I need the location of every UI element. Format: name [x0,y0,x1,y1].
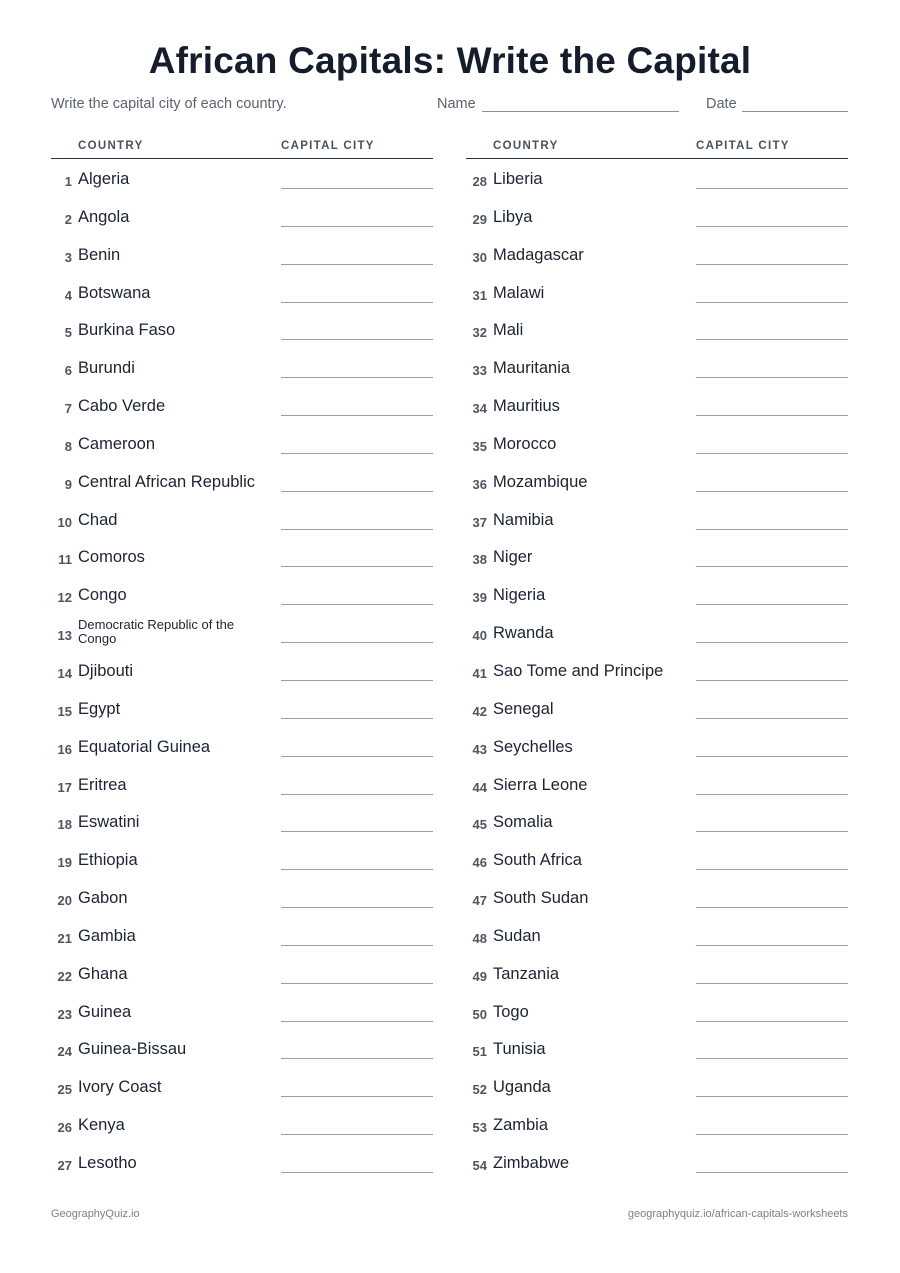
row-number: 26 [57,1120,72,1136]
capital-answer-line[interactable] [696,302,848,303]
country-name: Cabo Verde [78,397,166,416]
worksheet-row [466,765,848,803]
country-name: Liberia [493,170,543,188]
country-name: Mauritania [493,359,571,378]
country-name: Benin [78,245,121,264]
country-name: South Africa [493,851,582,870]
country-name: Ivory Coast [78,1078,162,1097]
capital-answer-line[interactable] [281,339,433,340]
row-number: 7 [64,401,72,417]
capital-answer-line[interactable] [281,794,433,795]
capital-answer-line[interactable] [281,453,433,454]
worksheet-row [466,689,848,727]
worksheet-row [51,689,433,727]
row-number: 16 [57,741,72,757]
worksheet-row [466,878,848,916]
left-column [51,138,433,1181]
country-name: Eritrea [78,775,127,794]
row-number: 45 [472,817,487,833]
row-number: 44 [472,779,487,795]
country-name: Sierra Leone [493,775,588,794]
country-name: Lesotho [78,1153,137,1172]
row-number: 1 [64,174,72,189]
page-title: African Capitals: Write the Capital [148,40,752,81]
row-number: 34 [472,401,487,417]
capital-answer-line[interactable] [696,377,848,378]
capital-answer-line[interactable] [281,529,433,530]
worksheet-row [51,1067,433,1105]
row-number: 49 [472,968,487,984]
column-header [466,138,848,159]
worksheet-row [51,1105,433,1143]
worksheet-row [466,424,848,462]
capital-answer-line[interactable] [696,869,848,870]
worksheet-row [466,462,848,500]
capital-answer-line[interactable] [696,718,848,719]
capital-answer-line[interactable] [696,756,848,757]
country-name: Comoros [78,548,145,567]
row-number: 23 [57,1006,72,1022]
instructions-text: Write the capital city of each country. [51,96,287,112]
capital-answer-line[interactable] [696,983,848,984]
country-name: Togo [493,1002,529,1021]
worksheet-row [466,348,848,386]
capital-answer-line[interactable] [281,377,433,378]
country-name: Mauritius [493,397,560,416]
country-name: Mali [493,321,524,340]
country-name: Gambia [78,926,136,945]
worksheet-row [466,1143,848,1181]
country-header: COUNTRY [78,140,144,152]
name-label: Name [437,96,476,112]
country-name: Guinea [78,1002,132,1021]
capital-answer-line[interactable] [281,415,433,416]
country-name: Tunisia [493,1040,546,1059]
worksheet-row [51,992,433,1030]
capital-answer-line[interactable] [281,188,433,189]
country-name: Zimbabwe [493,1153,570,1172]
capital-answer-line[interactable] [281,831,433,832]
row-number: 8 [64,438,72,454]
worksheet-row [51,916,433,954]
row-number: 40 [472,628,487,644]
worksheet-row [466,235,848,273]
capital-answer-line[interactable] [281,756,433,757]
worksheet-row [51,954,433,992]
worksheet-row [466,500,848,538]
country-name: Burundi [78,359,135,378]
row-number: 19 [57,855,72,871]
row-number: 48 [472,930,487,946]
row-number: 9 [64,476,72,492]
worksheet-row [466,1067,848,1105]
worksheet-row [51,424,433,462]
row-number: 25 [57,1082,72,1098]
country-name: Rwanda [493,624,554,643]
row-number: 42 [472,703,487,719]
capital-answer-line[interactable] [696,264,848,265]
country-name: Zambia [493,1116,549,1135]
worksheet-row [51,159,433,197]
capital-answer-line[interactable] [281,226,433,227]
name-field-line[interactable] [482,111,679,112]
country-name: Guinea-Bissau [78,1040,187,1059]
row-number: 46 [472,855,487,871]
capital-answer-line[interactable] [696,529,848,530]
capital-answer-line[interactable] [696,188,848,189]
worksheet-row [51,1143,433,1181]
capital-answer-line[interactable] [696,415,848,416]
country-name: Gabon [78,889,128,908]
country-name: Morocco [493,434,557,453]
worksheet-row [51,310,433,348]
row-number: 15 [57,703,72,719]
row-number: 53 [472,1120,487,1136]
row-number: 31 [472,287,487,303]
row-number: 12 [57,590,72,606]
footer-brand: GeographyQuiz.io [51,1208,140,1220]
country-name: Nigeria [493,586,546,605]
capital-answer-line[interactable] [281,945,433,946]
capital-answer-line[interactable] [696,604,848,605]
country-name: Angola [78,207,130,226]
worksheet-row [466,386,848,424]
row-number: 18 [57,817,72,833]
worksheet-row [466,537,848,575]
capital-answer-line[interactable] [281,642,433,643]
worksheet-row [466,310,848,348]
capital-answer-line[interactable] [696,945,848,946]
worksheet-row [466,1105,848,1143]
capital-answer-line[interactable] [281,491,433,492]
right-column [466,138,848,1181]
row-number: 39 [472,590,487,606]
worksheet-row [51,651,433,689]
row-number: 5 [64,325,72,341]
capital-answer-line[interactable] [696,491,848,492]
capital-answer-line[interactable] [281,566,433,567]
country-name: Somalia [493,813,553,832]
worksheet-row [51,197,433,235]
row-number: 35 [472,438,487,454]
worksheet-row [466,613,848,651]
country-name: Madagascar [493,245,584,264]
worksheet-row [51,613,433,651]
capital-answer-line[interactable] [696,1058,848,1059]
worksheet-row [466,802,848,840]
worksheet-row [466,727,848,765]
row-number: 29 [472,211,487,227]
worksheet-row [466,197,848,235]
country-name: Uganda [493,1078,551,1097]
worksheet-row [466,992,848,1030]
row-number: 52 [472,1082,487,1098]
row-number: 24 [57,1044,72,1060]
capital-answer-line[interactable] [696,566,848,567]
row-number: 38 [472,552,487,568]
capital-answer-line[interactable] [696,1134,848,1135]
row-number: 21 [57,930,72,946]
country-name: South Sudan [493,889,589,908]
country-name: Senegal [493,699,554,718]
worksheet-row [51,462,433,500]
row-number: 33 [472,363,487,379]
country-name: Equatorial Guinea [78,737,211,756]
worksheet-row [51,840,433,878]
capital-answer-line[interactable] [281,907,433,908]
worksheet-row [51,575,433,613]
row-number: 47 [472,893,487,909]
capital-answer-line[interactable] [281,1021,433,1022]
capital-answer-line[interactable] [696,1021,848,1022]
country-name: Eswatini [78,813,140,832]
worksheet-row [51,235,433,273]
row-number: 28 [472,174,487,189]
capital-header: CAPITAL CITY [281,140,375,152]
country-name: Cameroon [78,434,156,453]
country-name: Mozambique [493,472,588,491]
country-name: Egypt [78,699,121,718]
worksheet-row [51,727,433,765]
worksheet-row [466,954,848,992]
worksheet-row [466,159,848,197]
country-name: Sao Tome and Principe [493,661,664,680]
row-number: 27 [57,1157,72,1173]
row-number: 6 [64,363,72,379]
row-number: 36 [472,476,487,492]
worksheet-row [51,1029,433,1067]
capital-header: CAPITAL CITY [696,140,790,152]
worksheet-row [51,273,433,311]
worksheet-row [51,878,433,916]
row-number: 54 [472,1157,487,1173]
row-number: 41 [472,665,487,681]
country-name: Seychelles [493,737,573,756]
capital-answer-line[interactable] [281,1172,433,1173]
capital-answer-line[interactable] [696,1096,848,1097]
worksheet-row [466,1029,848,1067]
worksheet-row [466,575,848,613]
capital-answer-line[interactable] [696,453,848,454]
worksheet-row [51,802,433,840]
capital-answer-line[interactable] [696,226,848,227]
country-name: Tanzania [493,964,560,983]
country-name: Burkina Faso [78,321,176,340]
column-header [51,138,433,159]
row-number: 3 [64,249,72,265]
capital-answer-line[interactable] [696,831,848,832]
row-number: 20 [57,893,72,909]
country-name: Botswana [78,283,151,302]
capital-answer-line[interactable] [281,1134,433,1135]
row-number: 43 [472,741,487,757]
country-name: Central African Republic [78,472,256,491]
worksheet-row [51,500,433,538]
row-number: 11 [58,552,72,568]
worksheet-row [51,348,433,386]
capital-answer-line[interactable] [281,680,433,681]
country-name: Niger [493,548,533,567]
date-label: Date [706,96,737,112]
country-name: Chad [78,510,118,529]
capital-answer-line[interactable] [281,264,433,265]
worksheet-row [51,537,433,575]
worksheet-row [51,386,433,424]
country-name: Kenya [78,1116,125,1135]
row-number: 32 [472,325,487,341]
country-name: Congo [78,586,127,605]
left-rows [51,159,433,1181]
country-name: Libya [493,207,533,226]
capital-answer-line[interactable] [696,339,848,340]
capital-answer-line[interactable] [281,869,433,870]
country-name: Sudan [493,926,541,945]
worksheet-row [466,840,848,878]
capital-answer-line[interactable] [696,680,848,681]
country-name: Democratic Republic of the Congo [78,617,235,647]
worksheet-row [466,916,848,954]
footer-url: geographyquiz.io/african-capitals-worksheets [627,1208,848,1220]
capital-answer-line[interactable] [281,1096,433,1097]
capital-answer-line[interactable] [696,642,848,643]
capital-answer-line[interactable] [281,983,433,984]
row-number: 4 [64,287,72,303]
capital-answer-line[interactable] [696,1172,848,1173]
row-number: 13 [57,628,72,644]
capital-answer-line[interactable] [696,907,848,908]
row-number: 22 [57,968,72,984]
worksheet-row [466,651,848,689]
row-number: 14 [57,665,72,681]
row-number: 17 [57,779,72,795]
capital-answer-line[interactable] [696,794,848,795]
country-name: Malawi [493,283,545,302]
country-name: Algeria [78,170,130,188]
worksheet-row [466,273,848,311]
capital-answer-line[interactable] [281,302,433,303]
row-number: 51 [472,1044,487,1060]
capital-answer-line[interactable] [281,604,433,605]
country-name: Djibouti [78,661,134,680]
row-number: 37 [472,514,487,530]
country-name: Ethiopia [78,851,138,870]
row-number: 50 [472,1006,487,1022]
country-header: COUNTRY [493,140,559,152]
worksheet-row [51,765,433,803]
capital-answer-line[interactable] [281,718,433,719]
row-number: 2 [64,211,72,227]
row-number: 10 [57,514,72,530]
country-name: Ghana [78,964,128,983]
date-field-line[interactable] [742,111,848,112]
capital-answer-line[interactable] [281,1058,433,1059]
country-name: Namibia [493,510,554,529]
row-number: 30 [472,249,487,265]
right-rows [466,159,848,1181]
